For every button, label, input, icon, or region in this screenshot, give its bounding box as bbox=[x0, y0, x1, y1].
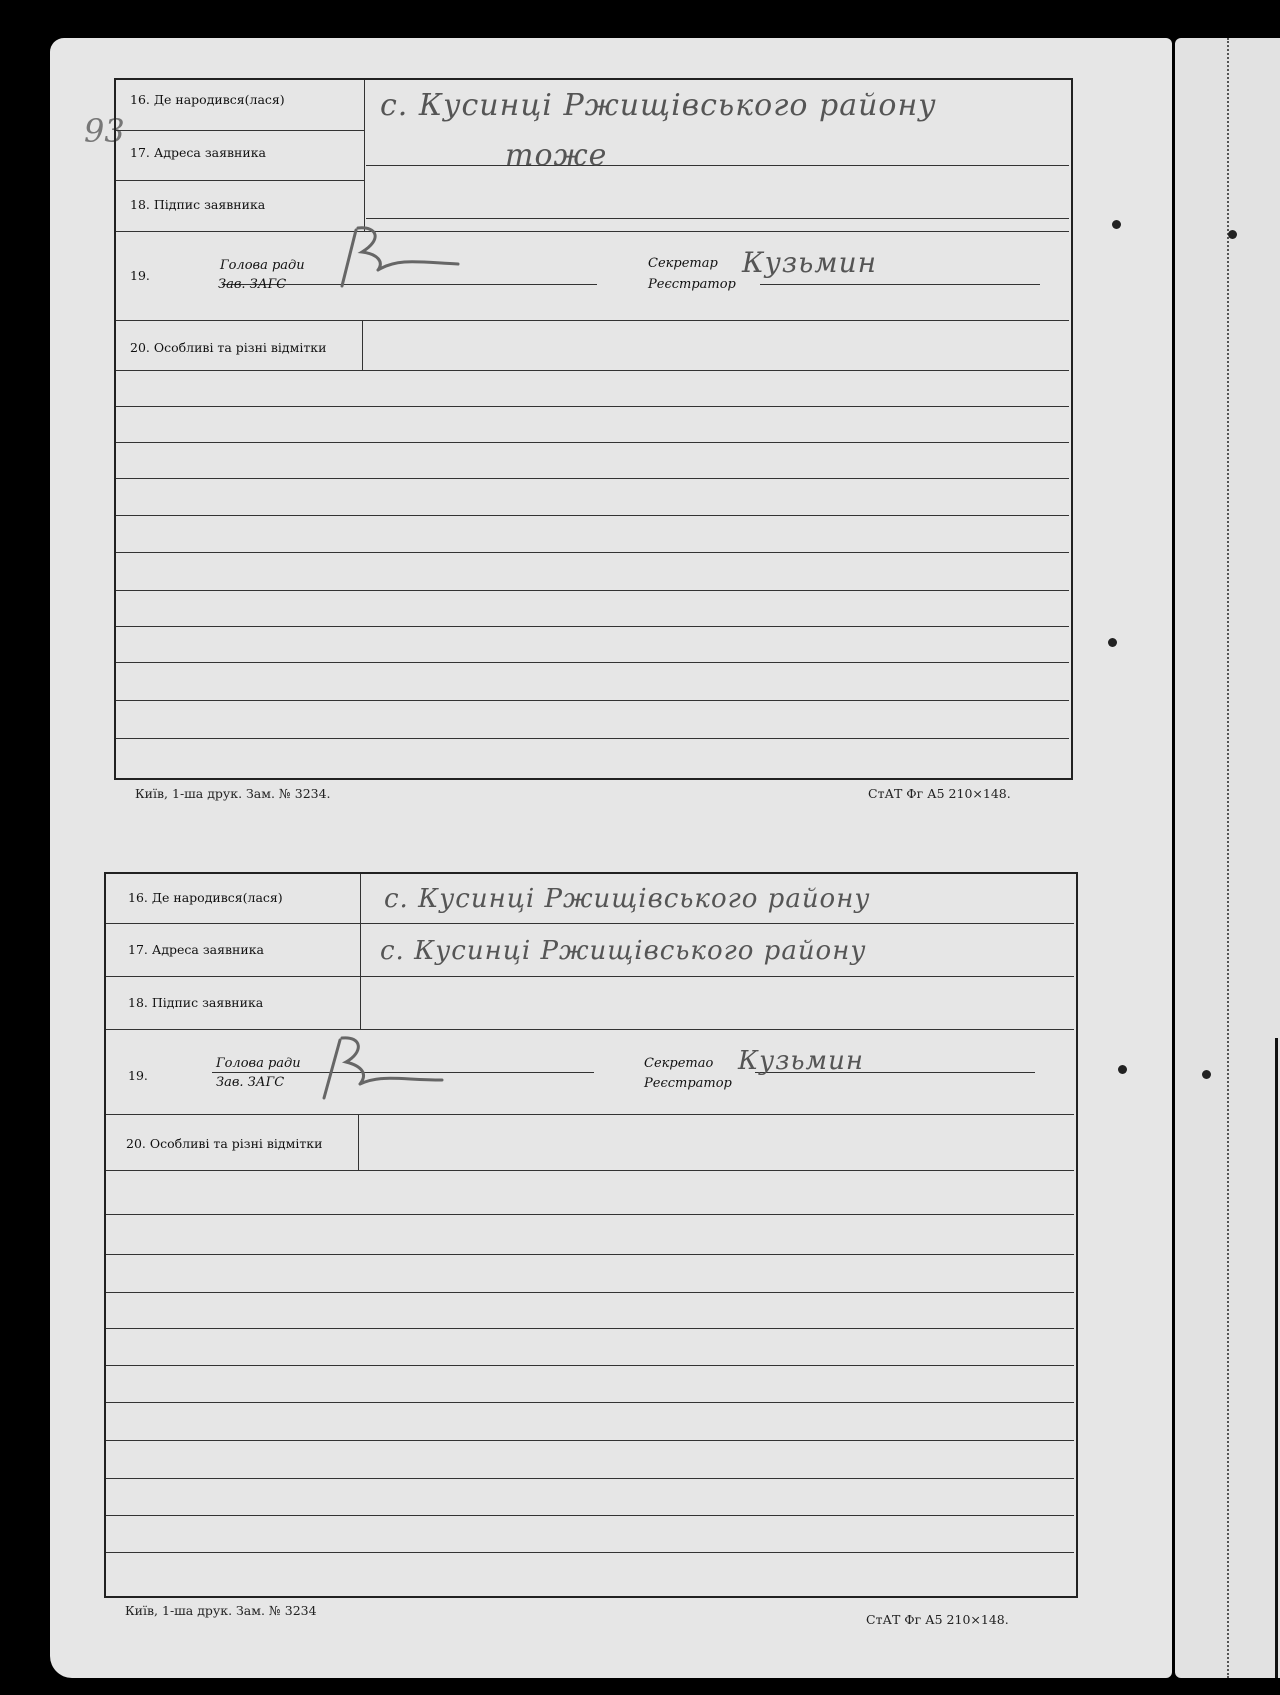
row-line bbox=[116, 700, 1069, 701]
row-line bbox=[116, 478, 1069, 479]
row-line bbox=[106, 1214, 1074, 1215]
row-line bbox=[116, 180, 364, 181]
label-column-divider bbox=[358, 1114, 359, 1170]
row-line bbox=[106, 1515, 1074, 1516]
row-line bbox=[116, 515, 1069, 516]
row-line bbox=[116, 662, 1069, 663]
label-column-divider bbox=[362, 320, 363, 370]
row-line bbox=[116, 320, 1069, 321]
row-line bbox=[106, 1328, 1074, 1329]
row-line bbox=[116, 442, 1069, 443]
row-line bbox=[106, 923, 1074, 924]
registry-head-label: Зав. ЗАГС bbox=[218, 277, 287, 292]
row-line bbox=[106, 1440, 1074, 1441]
row-line bbox=[106, 1114, 1074, 1115]
field-16-label: 16. Де народився(лася) bbox=[130, 92, 285, 107]
field-16-handwritten-value: с. Кусинці Ржищівського району bbox=[380, 88, 937, 123]
perforation-line bbox=[1227, 38, 1229, 1678]
row-line bbox=[366, 165, 1069, 166]
print-info-right: СтАТ Фг А5 210×148. bbox=[868, 786, 1011, 801]
margin-note: 93 bbox=[84, 112, 125, 150]
punch-hole bbox=[1202, 1070, 1211, 1079]
field-18-label: 18. Підпис заявника bbox=[130, 197, 266, 212]
secretary-label: Секретао bbox=[644, 1056, 714, 1071]
row-line bbox=[116, 406, 1069, 407]
row-line bbox=[106, 1029, 1074, 1030]
head-signature bbox=[338, 218, 468, 290]
field-19-number: 19. bbox=[128, 1068, 148, 1083]
head-of-council-label: Голова ради bbox=[216, 1056, 301, 1071]
field-20-label: 20. Особливі та різні відмітки bbox=[126, 1136, 323, 1151]
row-line bbox=[106, 1292, 1074, 1293]
row-line bbox=[106, 1170, 1074, 1171]
secretary-signature: Кузьмин bbox=[742, 246, 878, 279]
field-16-label: 16. Де народився(лася) bbox=[128, 890, 283, 905]
field-17-label: 17. Адреса заявника bbox=[128, 942, 264, 957]
secretary-label: Секретар bbox=[648, 256, 718, 271]
registry-head-label: Зав. ЗАГС bbox=[216, 1075, 285, 1090]
head-signature bbox=[318, 1030, 448, 1102]
form-bottom-frame bbox=[104, 872, 1078, 1598]
punch-hole bbox=[1108, 638, 1117, 647]
label-column-divider bbox=[360, 874, 361, 1029]
field-17-handwritten-value: с. Кусинці Ржищівського району bbox=[380, 936, 867, 966]
row-line bbox=[366, 218, 1069, 219]
secretary-signature: Кузьмин bbox=[738, 1046, 864, 1076]
print-info-right: СтАТ Фг А5 210×148. bbox=[866, 1612, 1009, 1627]
head-of-council-label: Голова ради bbox=[220, 258, 305, 273]
punch-hole bbox=[1228, 230, 1237, 239]
row-line bbox=[106, 1365, 1074, 1366]
form-top-frame bbox=[114, 78, 1073, 780]
print-info-left: Київ, 1-ша друк. Зам. № 3234. bbox=[135, 786, 331, 801]
row-line bbox=[106, 1478, 1074, 1479]
signature-line-secretary bbox=[760, 284, 1040, 285]
field-20-label: 20. Особливі та різні відмітки bbox=[130, 340, 327, 355]
registrar-label: Реєстратор bbox=[648, 277, 736, 292]
field-18-label: 18. Підпис заявника bbox=[128, 995, 264, 1010]
row-line bbox=[106, 1254, 1074, 1255]
row-line bbox=[116, 738, 1069, 739]
page-edge-shadow bbox=[1275, 1038, 1278, 1678]
label-column-divider bbox=[364, 80, 365, 232]
field-17-label: 17. Адреса заявника bbox=[130, 145, 266, 160]
print-info-left: Київ, 1-ша друк. Зам. № 3234 bbox=[125, 1603, 317, 1618]
row-line bbox=[106, 1402, 1074, 1403]
field-19-number: 19. bbox=[130, 268, 150, 283]
field-16-handwritten-value: с. Кусинці Ржищівського району bbox=[384, 884, 871, 914]
row-line bbox=[116, 590, 1069, 591]
field-17-handwritten-value: тоже bbox=[505, 138, 608, 173]
punch-hole bbox=[1112, 220, 1121, 229]
registrar-label: Реєстратор bbox=[644, 1076, 732, 1091]
row-line bbox=[116, 370, 1069, 371]
row-line bbox=[116, 626, 1069, 627]
row-line bbox=[106, 976, 1074, 977]
row-line bbox=[116, 231, 1069, 232]
adjacent-page-edge bbox=[1175, 38, 1280, 1678]
punch-hole bbox=[1118, 1065, 1127, 1074]
row-line bbox=[106, 1552, 1074, 1553]
row-line bbox=[116, 130, 364, 131]
row-line bbox=[116, 552, 1069, 553]
